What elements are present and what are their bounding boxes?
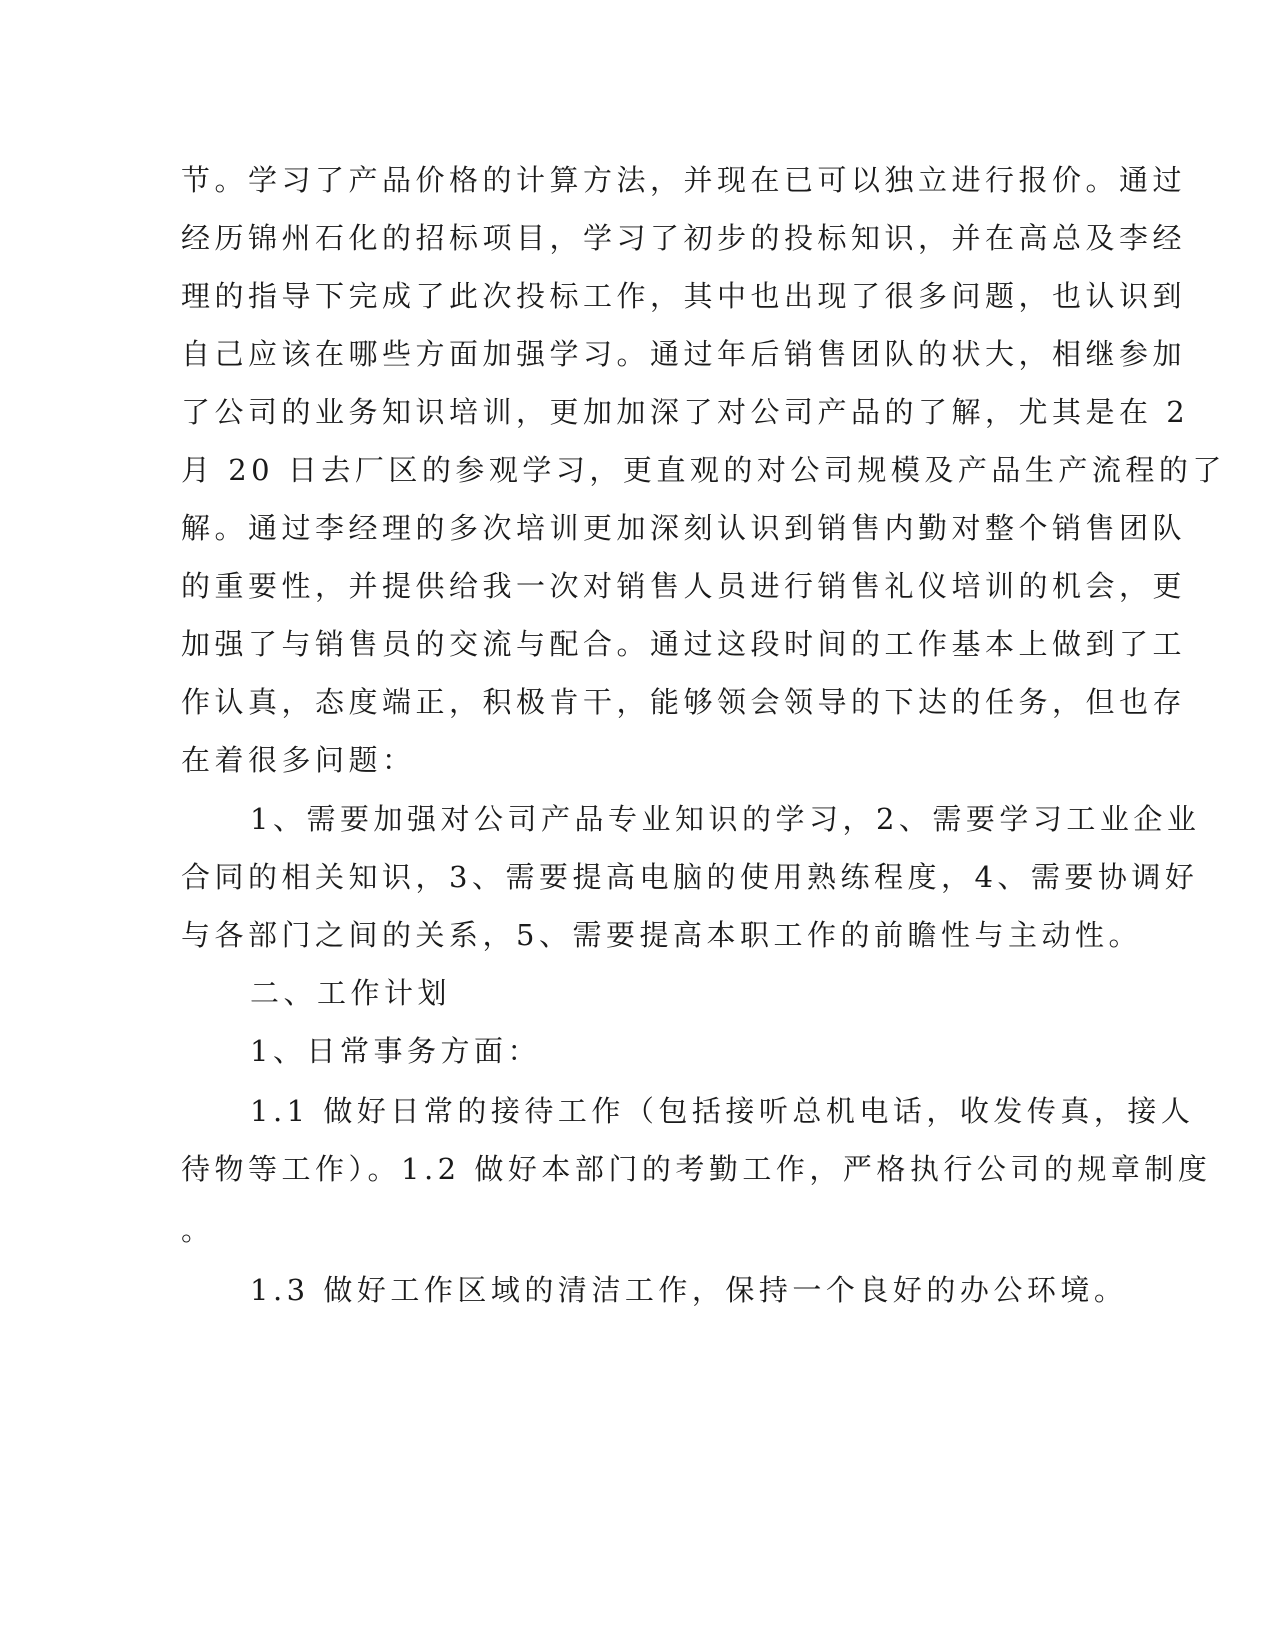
plan-item-line: 。: [181, 1213, 215, 1247]
plan-item-line: 1.1 做好日常的接待工作（包括接听总机电话，收发传真，接人: [250, 1094, 1195, 1128]
body-text-line: 了公司的业务知识培训，更加加深了对公司产品的了解，尤其是在 2: [181, 395, 1190, 429]
body-text-line: 理的指导下完成了此次投标工作，其中也出现了很多问题，也认识到: [181, 279, 1187, 313]
body-text-line: 的重要性，并提供给我一次对销售人员进行销售礼仪培训的机会，更: [181, 569, 1187, 603]
body-text-line: 在着很多问题：: [181, 743, 416, 777]
subsection-heading: 1、日常事务方面：: [250, 1034, 541, 1068]
body-text-line: 自己应该在哪些方面加强学习。通过年后销售团队的状大，相继参加: [181, 337, 1187, 371]
issue-list-line: 1、需要加强对公司产品专业知识的学习，2、需要学习工业企业: [250, 802, 1201, 836]
issue-list-line: 与各部门之间的关系，5、需要提高本职工作的前瞻性与主动性。: [181, 918, 1142, 952]
body-text-line: 作认真，态度端正，积极肯干，能够领会领导的下达的任务，但也存: [181, 685, 1187, 719]
body-text-line: 加强了与销售员的交流与配合。通过这段时间的工作基本上做到了工: [181, 627, 1187, 661]
plan-item-line: 待物等工作）。1.2 做好本部门的考勤工作，严格执行公司的规章制度: [181, 1152, 1212, 1186]
body-text-line: 经历锦州石化的招标项目，学习了初步的投标知识，并在高总及李经: [181, 221, 1187, 255]
body-text-line: 月 20 日去厂区的参观学习，更直观的对公司规模及产品生产流程的了: [181, 453, 1226, 487]
plan-item-line: 1.3 做好工作区域的清洁工作，保持一个良好的办公环境。: [250, 1273, 1128, 1307]
body-text-line: 解。通过李经理的多次培训更加深刻认识到销售内勤对整个销售团队: [181, 511, 1187, 545]
body-text-line: 节。学习了产品价格的计算方法，并现在已可以独立进行报价。通过: [181, 163, 1187, 197]
section-heading: 二、工作计划: [250, 976, 452, 1010]
issue-list-line: 合同的相关知识，3、需要提高电脑的使用熟练程度，4、需要协调好: [181, 860, 1199, 894]
